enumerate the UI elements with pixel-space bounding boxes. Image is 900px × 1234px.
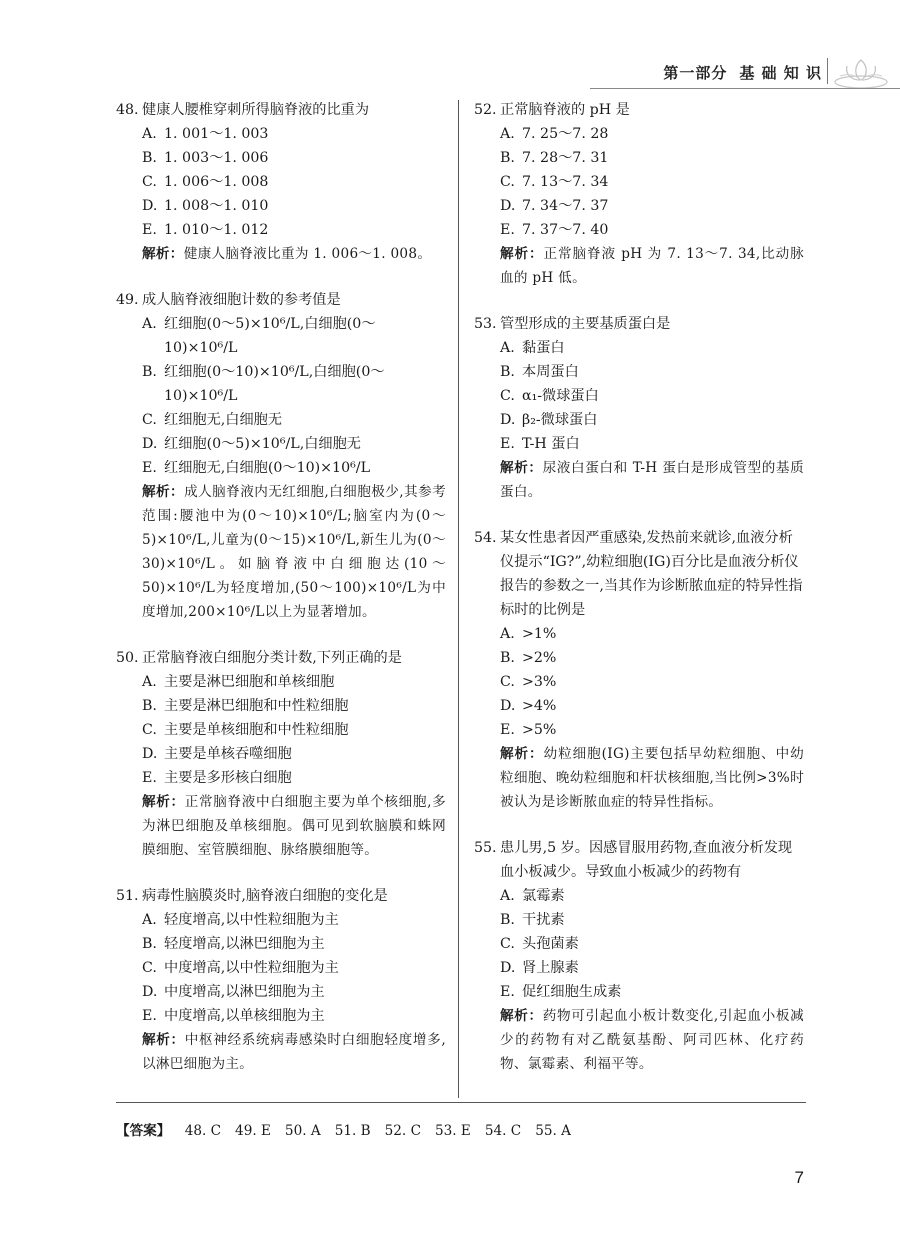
- section-title: [663, 62, 822, 83]
- option-item: [500, 146, 804, 170]
- option-list: [474, 122, 804, 242]
- analysis-block: [474, 1004, 804, 1076]
- option-item: [500, 170, 804, 194]
- answer-key-label: 【答案】: [116, 1123, 171, 1139]
- option-item: [142, 194, 446, 218]
- option-text: 7. 28～7. 31: [522, 150, 609, 166]
- option-letter: B.: [142, 698, 157, 714]
- option-letter: B.: [142, 364, 157, 380]
- option-text: 头孢菌素: [522, 936, 579, 952]
- option-letter: A.: [142, 316, 157, 332]
- question-number: 54.: [474, 530, 497, 546]
- option-item: [500, 908, 804, 932]
- option-item: [142, 170, 446, 194]
- option-letter: A.: [142, 912, 157, 928]
- option-text: 本周蛋白: [522, 364, 579, 380]
- option-text: 轻度增高,以淋巴细胞为主: [164, 936, 325, 952]
- option-item: [500, 432, 804, 456]
- option-letter: D.: [500, 698, 516, 714]
- option-text: >3%: [522, 674, 557, 690]
- option-list: [116, 122, 446, 242]
- question-number: 51.: [116, 888, 139, 904]
- option-letter: E.: [500, 722, 515, 738]
- option-item: [500, 336, 804, 360]
- option-list: [116, 670, 446, 790]
- option-text: 主要是淋巴细胞和中性粒细胞: [164, 698, 349, 714]
- option-letter: C.: [500, 674, 515, 690]
- analysis-text: 尿液白蛋白和 T-H 蛋白是形成管型的基质蛋白。: [500, 460, 805, 500]
- answer-item: 51. B: [334, 1123, 371, 1139]
- question-stem: [474, 836, 804, 884]
- option-letter: D.: [500, 412, 516, 428]
- answer-key-items: [185, 1123, 585, 1139]
- option-item: [500, 718, 804, 742]
- option-list: [116, 908, 446, 1028]
- question-stem: [474, 98, 804, 122]
- question-stem: [474, 312, 804, 336]
- option-item: [500, 646, 804, 670]
- option-item: [500, 360, 804, 384]
- analysis-block: [474, 242, 804, 290]
- option-text: 7. 34～7. 37: [522, 198, 609, 214]
- option-item: [142, 122, 446, 146]
- analysis-block: [474, 456, 804, 504]
- option-letter: E.: [142, 770, 157, 786]
- option-item: [142, 432, 446, 456]
- option-letter: C.: [142, 174, 157, 190]
- analysis-text: 正常脑脊液 pH 为 7. 13～7. 34,比动脉血的 pH 低。: [500, 246, 804, 286]
- option-item: [500, 670, 804, 694]
- option-text: 中度增高,以中性粒细胞为主: [164, 960, 339, 976]
- option-text: 红细胞无,白细胞无: [164, 412, 283, 428]
- analysis-label: 解析：: [142, 794, 185, 810]
- option-letter: B.: [500, 650, 515, 666]
- option-text: >5%: [522, 722, 557, 738]
- option-list: [474, 622, 804, 742]
- analysis-label: 解析：: [500, 1008, 543, 1024]
- option-item: [500, 408, 804, 432]
- question-item: [116, 646, 446, 862]
- option-text: 1. 010～1. 012: [164, 222, 269, 238]
- option-letter: E.: [142, 1008, 157, 1024]
- answer-item: 50. A: [284, 1123, 321, 1139]
- lotus-logo-icon: [832, 52, 890, 92]
- question-stem: [474, 526, 804, 622]
- analysis-label: 解析：: [142, 484, 185, 500]
- analysis-text: 成人脑脊液内无红细胞,白细胞极少,其参考范围:腰池中为(0～10)×10⁶/L;脑室内为(0～5)×10⁶/L,儿童为(0～15)×10⁶/L,新生儿为(0～30)×10⁶/L。如脑脊液中白细胞达(10～50)×10⁶/L为轻度增加,(50～100)×10⁶/L为中度增加,200×10⁶/L以上为显著增加。: [142, 484, 446, 620]
- option-letter: C.: [500, 936, 515, 952]
- option-item: [142, 312, 446, 360]
- question-item: [116, 98, 446, 266]
- answer-item: 54. C: [484, 1123, 522, 1139]
- option-item: [142, 1004, 446, 1028]
- option-letter: A.: [142, 126, 157, 142]
- answer-item: 52. C: [384, 1123, 421, 1139]
- option-letter: B.: [500, 912, 515, 928]
- option-text: β₂-微球蛋白: [522, 412, 598, 428]
- question-text: 成人脑脊液细胞计数的参考值是: [142, 292, 341, 308]
- option-item: [142, 218, 446, 242]
- option-text: 氯霉素: [522, 888, 565, 904]
- analysis-block: [116, 480, 446, 624]
- option-letter: D.: [142, 436, 158, 452]
- option-item: [142, 670, 446, 694]
- option-letter: C.: [142, 960, 157, 976]
- option-letter: A.: [500, 340, 515, 356]
- answer-item: 48. C: [184, 1123, 222, 1139]
- option-letter: B.: [142, 150, 157, 166]
- analysis-label: 解析：: [500, 246, 544, 262]
- option-list: [116, 312, 446, 480]
- option-text: 黏蛋白: [522, 340, 565, 356]
- right-column: [474, 98, 804, 1098]
- question-number: 55.: [474, 840, 497, 856]
- option-text: 主要是多形核白细胞: [164, 770, 292, 786]
- option-letter: D.: [142, 198, 158, 214]
- option-item: [142, 146, 446, 170]
- option-text: 1. 008～1. 010: [164, 198, 269, 214]
- option-item: [500, 122, 804, 146]
- question-number: 48.: [116, 102, 139, 118]
- option-letter: A.: [142, 674, 157, 690]
- option-item: [500, 218, 804, 242]
- question-item: [116, 288, 446, 624]
- option-item: [500, 956, 804, 980]
- option-text: α₁-微球蛋白: [522, 388, 599, 404]
- option-letter: E.: [142, 222, 157, 238]
- page-number: 7: [794, 1168, 804, 1187]
- option-text: 主要是单核细胞和中性粒细胞: [164, 722, 349, 738]
- option-letter: D.: [142, 984, 158, 1000]
- question-stem: [116, 646, 446, 670]
- question-item: [474, 836, 804, 1076]
- option-letter: E.: [500, 436, 515, 452]
- option-item: [142, 766, 446, 790]
- question-number: 50.: [116, 650, 139, 666]
- option-text: 轻度增高,以中性粒细胞为主: [164, 912, 339, 928]
- question-number: 53.: [474, 316, 497, 332]
- answer-key: [116, 1102, 806, 1139]
- page-header: [0, 52, 900, 92]
- question-number: 52.: [474, 102, 497, 118]
- option-letter: C.: [142, 412, 157, 428]
- analysis-text: 药物可引起血小板计数变化,引起血小板减少的药物有对乙酰氨基酚、阿司匹林、化疗药物、氯霉素、利福平等。: [500, 1008, 804, 1072]
- question-item: [474, 312, 804, 504]
- analysis-label: 解析：: [500, 460, 543, 476]
- question-text: 患儿男,5 岁。因感冒服用药物,查血液分析发现血小板减少。导致血小板减少的药物有: [500, 840, 793, 880]
- option-letter: C.: [500, 388, 515, 404]
- analysis-block: [116, 790, 446, 862]
- option-item: [142, 408, 446, 432]
- question-item: [474, 98, 804, 290]
- analysis-block: [474, 742, 804, 814]
- analysis-text: 健康人脑脊液比重为 1. 006～1. 008。: [183, 246, 432, 262]
- option-text: T-H 蛋白: [522, 436, 580, 452]
- option-list: [474, 884, 804, 1004]
- question-text: 某女性患者因严重感染,发热前来就诊,血液分析仪提示“IG?”,幼粒细胞(IG)百分比是血液分析仪报告的参数之一,当其作为诊断脓血症的特异性指标时的比例是: [500, 530, 803, 618]
- option-text: 中度增高,以单核细胞为主: [164, 1008, 325, 1024]
- option-text: 7. 37～7. 40: [522, 222, 609, 238]
- option-text: 红细胞(0～5)×10⁶/L,白细胞无: [164, 436, 361, 452]
- analysis-text: 中枢神经系统病毒感染时白细胞轻度增多,以淋巴细胞为主。: [142, 1032, 446, 1072]
- section-subject: 基 础 知 识: [739, 64, 822, 82]
- option-letter: C.: [142, 722, 157, 738]
- option-text: 1. 001～1. 003: [164, 126, 269, 142]
- option-letter: E.: [500, 984, 515, 1000]
- question-number: 49.: [116, 292, 139, 308]
- option-item: [142, 956, 446, 980]
- option-text: 干扰素: [522, 912, 565, 928]
- answer-item: 55. A: [535, 1123, 571, 1139]
- option-item: [500, 194, 804, 218]
- option-text: 1. 003～1. 006: [164, 150, 269, 166]
- option-item: [500, 384, 804, 408]
- question-item: [474, 526, 804, 814]
- option-text: 红细胞(0～5)×10⁶/L,白细胞(0～10)×10⁶/L: [164, 316, 376, 356]
- section-part: 第一部分: [663, 64, 728, 82]
- option-letter: C.: [500, 174, 515, 190]
- left-column: [116, 98, 446, 1098]
- option-text: 7. 25～7. 28: [522, 126, 609, 142]
- header-rule: [590, 88, 900, 89]
- question-stem: [116, 288, 446, 312]
- question-stem: [116, 98, 446, 122]
- header-divider: [827, 58, 828, 84]
- answer-item: 53. E: [434, 1123, 471, 1139]
- option-item: [500, 694, 804, 718]
- option-text: 7. 13～7. 34: [522, 174, 609, 190]
- question-text: 管型形成的主要基质蛋白是: [500, 316, 671, 332]
- column-divider: [458, 100, 459, 1098]
- option-text: >2%: [522, 650, 557, 666]
- option-item: [500, 622, 804, 646]
- option-text: >1%: [522, 626, 557, 642]
- option-item: [142, 980, 446, 1004]
- option-list: [474, 336, 804, 456]
- option-text: 促红细胞生成素: [522, 984, 622, 1000]
- option-item: [142, 908, 446, 932]
- option-item: [142, 360, 446, 408]
- option-item: [142, 932, 446, 956]
- option-item: [142, 742, 446, 766]
- option-text: 1. 006～1. 008: [164, 174, 269, 190]
- question-stem: [116, 884, 446, 908]
- option-item: [142, 718, 446, 742]
- question-text: 正常脑脊液白细胞分类计数,下列正确的是: [142, 650, 402, 666]
- option-letter: E.: [500, 222, 515, 238]
- option-item: [500, 980, 804, 1004]
- option-letter: B.: [142, 936, 157, 952]
- option-text: 主要是淋巴细胞和单核细胞: [164, 674, 335, 690]
- option-letter: B.: [500, 150, 515, 166]
- option-text: 中度增高,以淋巴细胞为主: [164, 984, 325, 1000]
- question-text: 健康人腰椎穿刺所得脑脊液的比重为: [142, 102, 370, 118]
- answer-item: 49. E: [235, 1123, 271, 1139]
- option-text: >4%: [522, 698, 557, 714]
- option-letter: A.: [500, 626, 515, 642]
- question-text: 正常脑脊液的 pH 是: [500, 102, 630, 118]
- option-item: [500, 884, 804, 908]
- question-text: 病毒性脑膜炎时,脑脊液白细胞的变化是: [142, 888, 388, 904]
- option-letter: D.: [500, 960, 516, 976]
- option-text: 红细胞(0～10)×10⁶/L,白细胞(0～10)×10⁶/L: [164, 364, 385, 404]
- analysis-label: 解析：: [142, 246, 184, 262]
- option-letter: B.: [500, 364, 515, 380]
- option-letter: A.: [500, 126, 515, 142]
- question-item: [116, 884, 446, 1076]
- option-item: [142, 694, 446, 718]
- option-item: [142, 456, 446, 480]
- analysis-label: 解析：: [142, 1032, 185, 1048]
- option-text: 红细胞无,白细胞(0～10)×10⁶/L: [164, 460, 370, 476]
- option-letter: A.: [500, 888, 515, 904]
- analysis-text: 正常脑脊液中白细胞主要为单个核细胞,多为淋巴细胞及单核细胞。偶可见到软脑膜和蛛网膜细胞、室管膜细胞、脉络膜细胞等。: [142, 794, 446, 858]
- analysis-block: [116, 1028, 446, 1076]
- option-letter: E.: [142, 460, 157, 476]
- analysis-label: 解析：: [500, 746, 544, 762]
- option-letter: D.: [500, 198, 516, 214]
- option-letter: D.: [142, 746, 158, 762]
- option-text: 主要是单核吞噬细胞: [164, 746, 292, 762]
- option-item: [500, 932, 804, 956]
- analysis-block: [116, 242, 446, 266]
- analysis-text: 幼粒细胞(IG)主要包括早幼粒细胞、中幼粒细胞、晚幼粒细胞和杆状核细胞,当比例>3%时被认为是诊断脓血症的特异性指标。: [500, 746, 804, 810]
- option-text: 肾上腺素: [522, 960, 579, 976]
